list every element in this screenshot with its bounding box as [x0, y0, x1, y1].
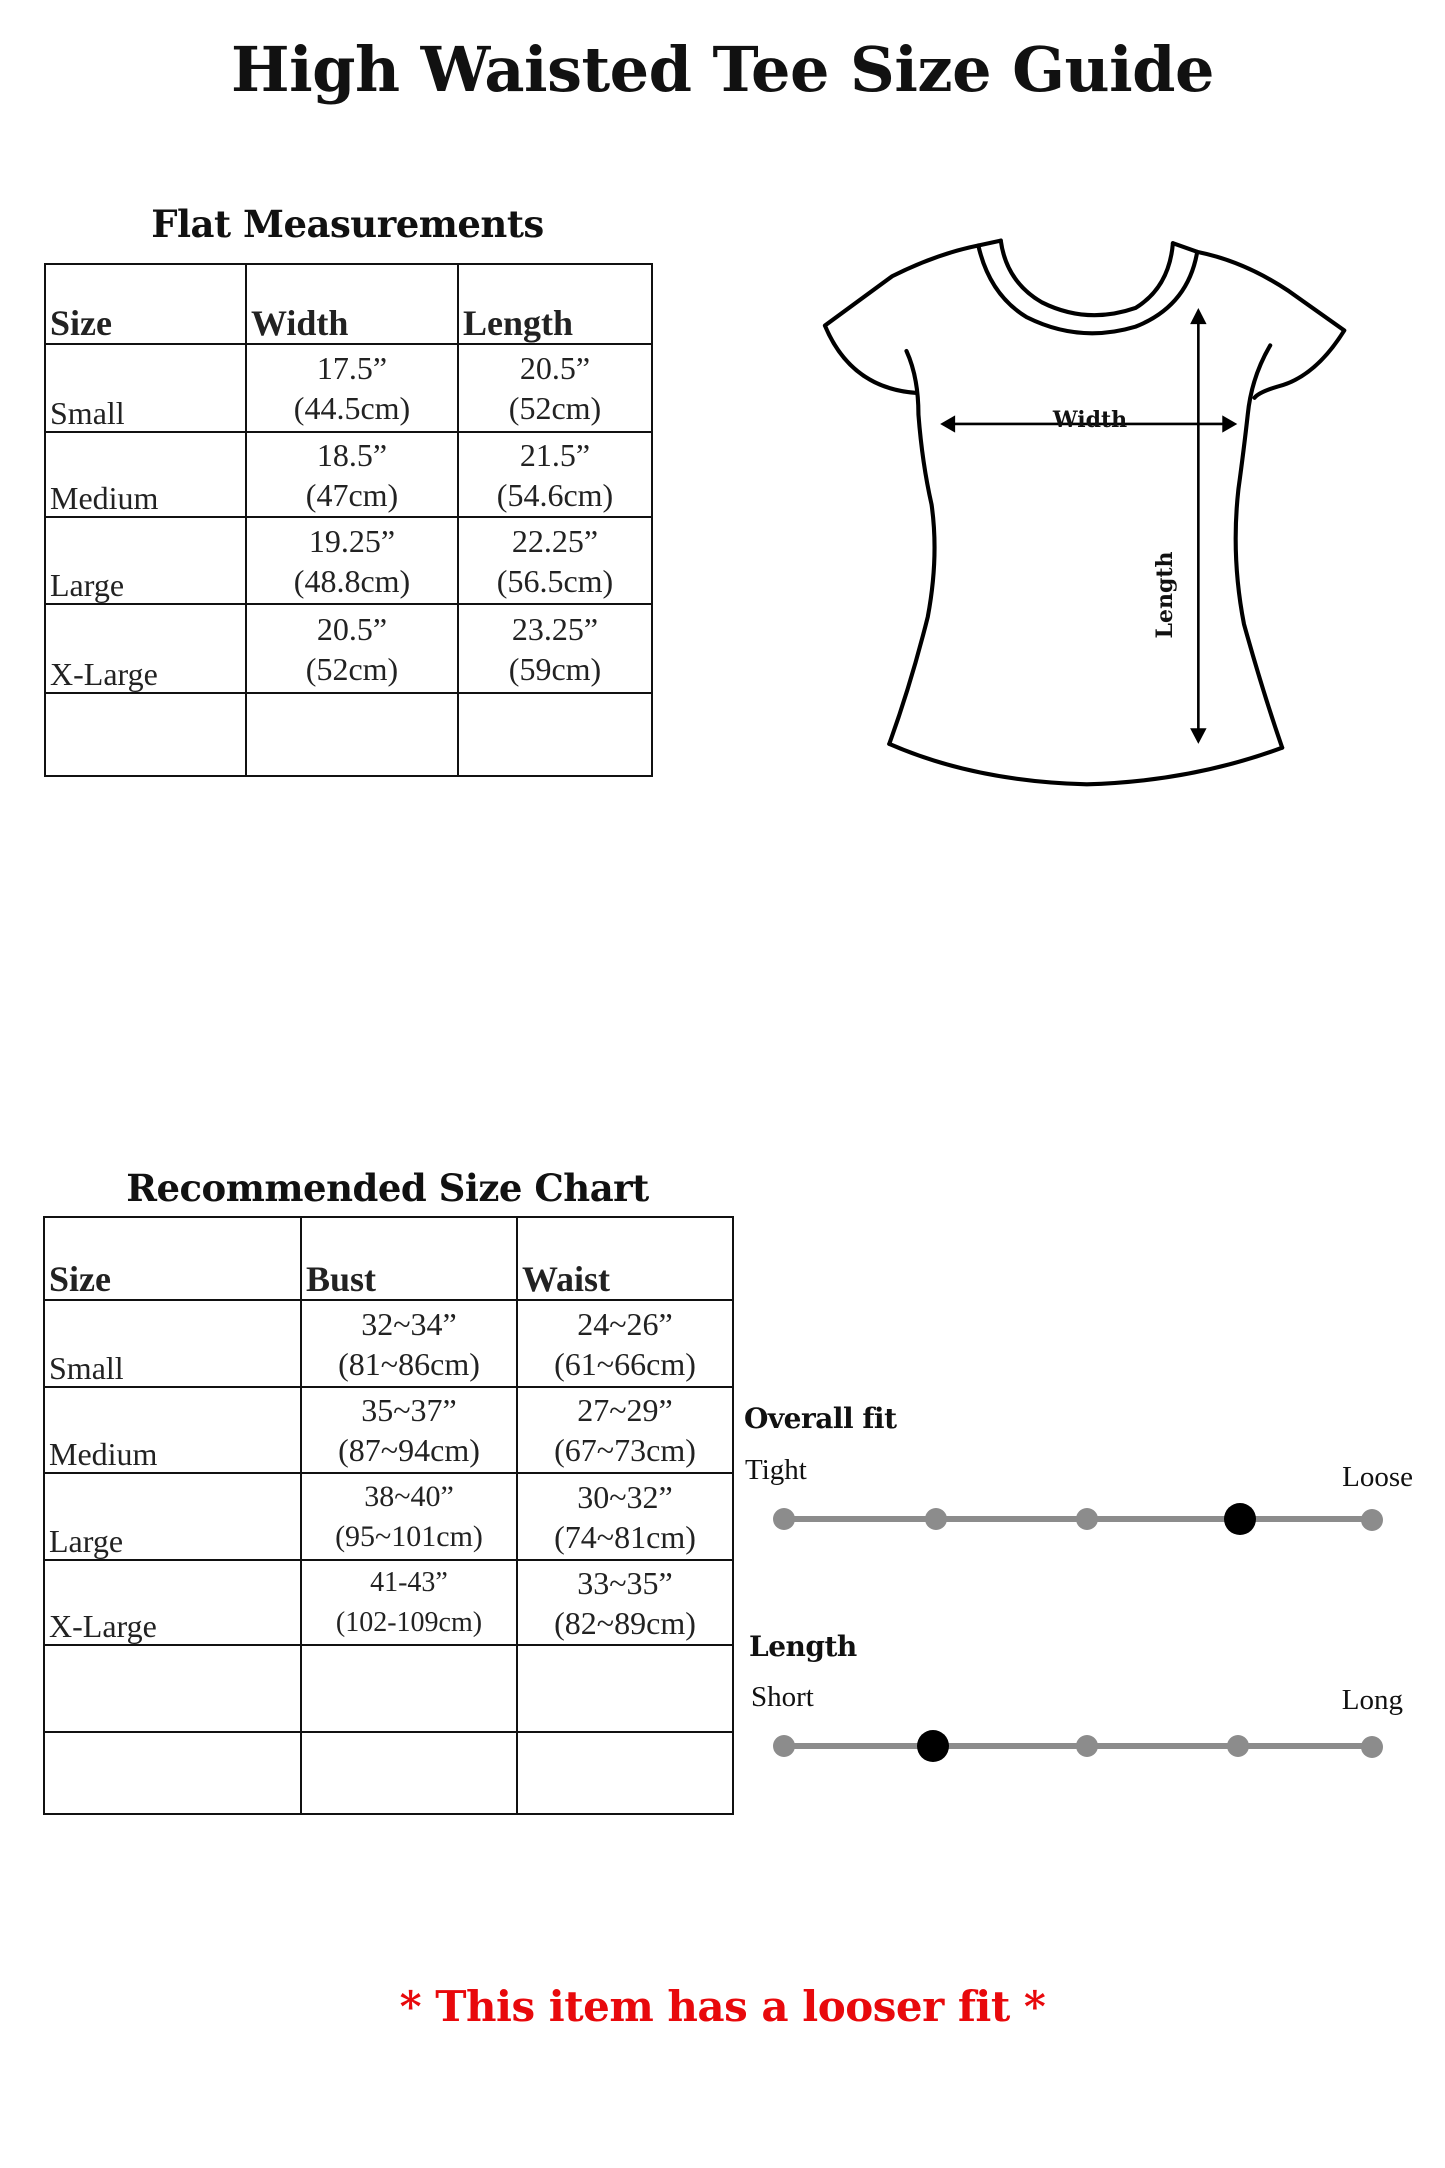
overall-fit-left-label: Tight: [745, 1454, 807, 1486]
waist-value: 27~29” (67~73cm): [517, 1387, 733, 1473]
scale-point-icon: [773, 1735, 795, 1757]
column-header-size: Size: [45, 264, 246, 344]
bust-value: 38~40” (95~101cm): [301, 1473, 517, 1560]
length-scale-title: Length: [749, 1630, 857, 1663]
scale-selected-point-icon: [917, 1730, 949, 1762]
scale-point-icon: [1361, 1509, 1383, 1531]
width-value: 19.25” (48.8cm): [246, 517, 458, 604]
table-header-row: [44, 1217, 733, 1300]
length-scale: [760, 1722, 1400, 1772]
length-value: 21.5” (54.6cm): [458, 432, 652, 517]
size-label: X-Large: [44, 1560, 301, 1645]
overall-fit-scale: [760, 1495, 1400, 1545]
width-value: 18.5” (47cm): [246, 432, 458, 517]
scale-point-icon: [1076, 1508, 1098, 1530]
size-label: Small: [44, 1300, 301, 1387]
bust-value: 41-43” (102-109cm): [301, 1560, 517, 1645]
tshirt-diagram: [780, 220, 1360, 900]
recommended-size-heading: Recommended Size Chart: [126, 1166, 649, 1210]
length-arrow-icon: [1190, 308, 1206, 744]
length-value: 22.25” (56.5cm): [458, 517, 652, 604]
table-header-row: [45, 264, 652, 344]
table-row-empty: [45, 693, 652, 776]
column-header-length: Length: [458, 264, 652, 344]
length-scale-right-label: Long: [1341, 1684, 1403, 1716]
scale-point-icon: [925, 1508, 947, 1530]
table-row: [44, 1387, 733, 1473]
bust-value: 32~34” (81~86cm): [301, 1300, 517, 1387]
waist-value: 33~35” (82~89cm): [517, 1560, 733, 1645]
table-row-empty: [44, 1732, 733, 1814]
scale-point-icon: [1227, 1735, 1249, 1757]
page-title: High Waisted Tee Size Guide: [231, 33, 1214, 106]
scale-point-icon: [1076, 1735, 1098, 1757]
width-value: 20.5” (52cm): [246, 604, 458, 693]
length-value: 20.5” (52cm): [458, 344, 652, 432]
length-label: Length: [1152, 551, 1178, 639]
width-label: Width: [1052, 407, 1128, 433]
bust-value: 35~37” (87~94cm): [301, 1387, 517, 1473]
size-label: Small: [45, 344, 246, 432]
column-header-waist: Waist: [517, 1217, 733, 1300]
overall-fit-title: Overall fit: [744, 1402, 897, 1435]
table-row: [45, 344, 652, 432]
size-label: Large: [45, 517, 246, 604]
column-header-bust: Bust: [301, 1217, 517, 1300]
table-row: [44, 1473, 733, 1560]
length-value: 23.25” (59cm): [458, 604, 652, 693]
length-scale-left-label: Short: [751, 1681, 814, 1713]
waist-value: 30~32” (74~81cm): [517, 1473, 733, 1560]
table-row-empty: [44, 1645, 733, 1732]
column-header-size: Size: [44, 1217, 301, 1300]
table-row: [45, 517, 652, 604]
size-label: Large: [44, 1473, 301, 1560]
flat-measurements-heading: Flat Measurements: [151, 202, 544, 246]
flat-measurements-table: [44, 263, 653, 777]
size-label: X-Large: [45, 604, 246, 693]
tshirt-outline-icon: [825, 241, 1344, 785]
waist-value: 24~26” (61~66cm): [517, 1300, 733, 1387]
width-value: 17.5” (44.5cm): [246, 344, 458, 432]
looser-fit-note: * This item has a looser fit *: [399, 1982, 1046, 2031]
table-row: [45, 432, 652, 517]
scale-point-icon: [773, 1508, 795, 1530]
recommended-size-table: [43, 1216, 734, 1815]
table-row: [45, 604, 652, 693]
scale-point-icon: [1361, 1736, 1383, 1758]
size-label: Medium: [44, 1387, 301, 1473]
size-label: Medium: [45, 432, 246, 517]
column-header-width: Width: [246, 264, 458, 344]
overall-fit-right-label: Loose: [1342, 1461, 1413, 1493]
table-row: [44, 1300, 733, 1387]
scale-selected-point-icon: [1224, 1503, 1256, 1535]
table-row: [44, 1560, 733, 1645]
